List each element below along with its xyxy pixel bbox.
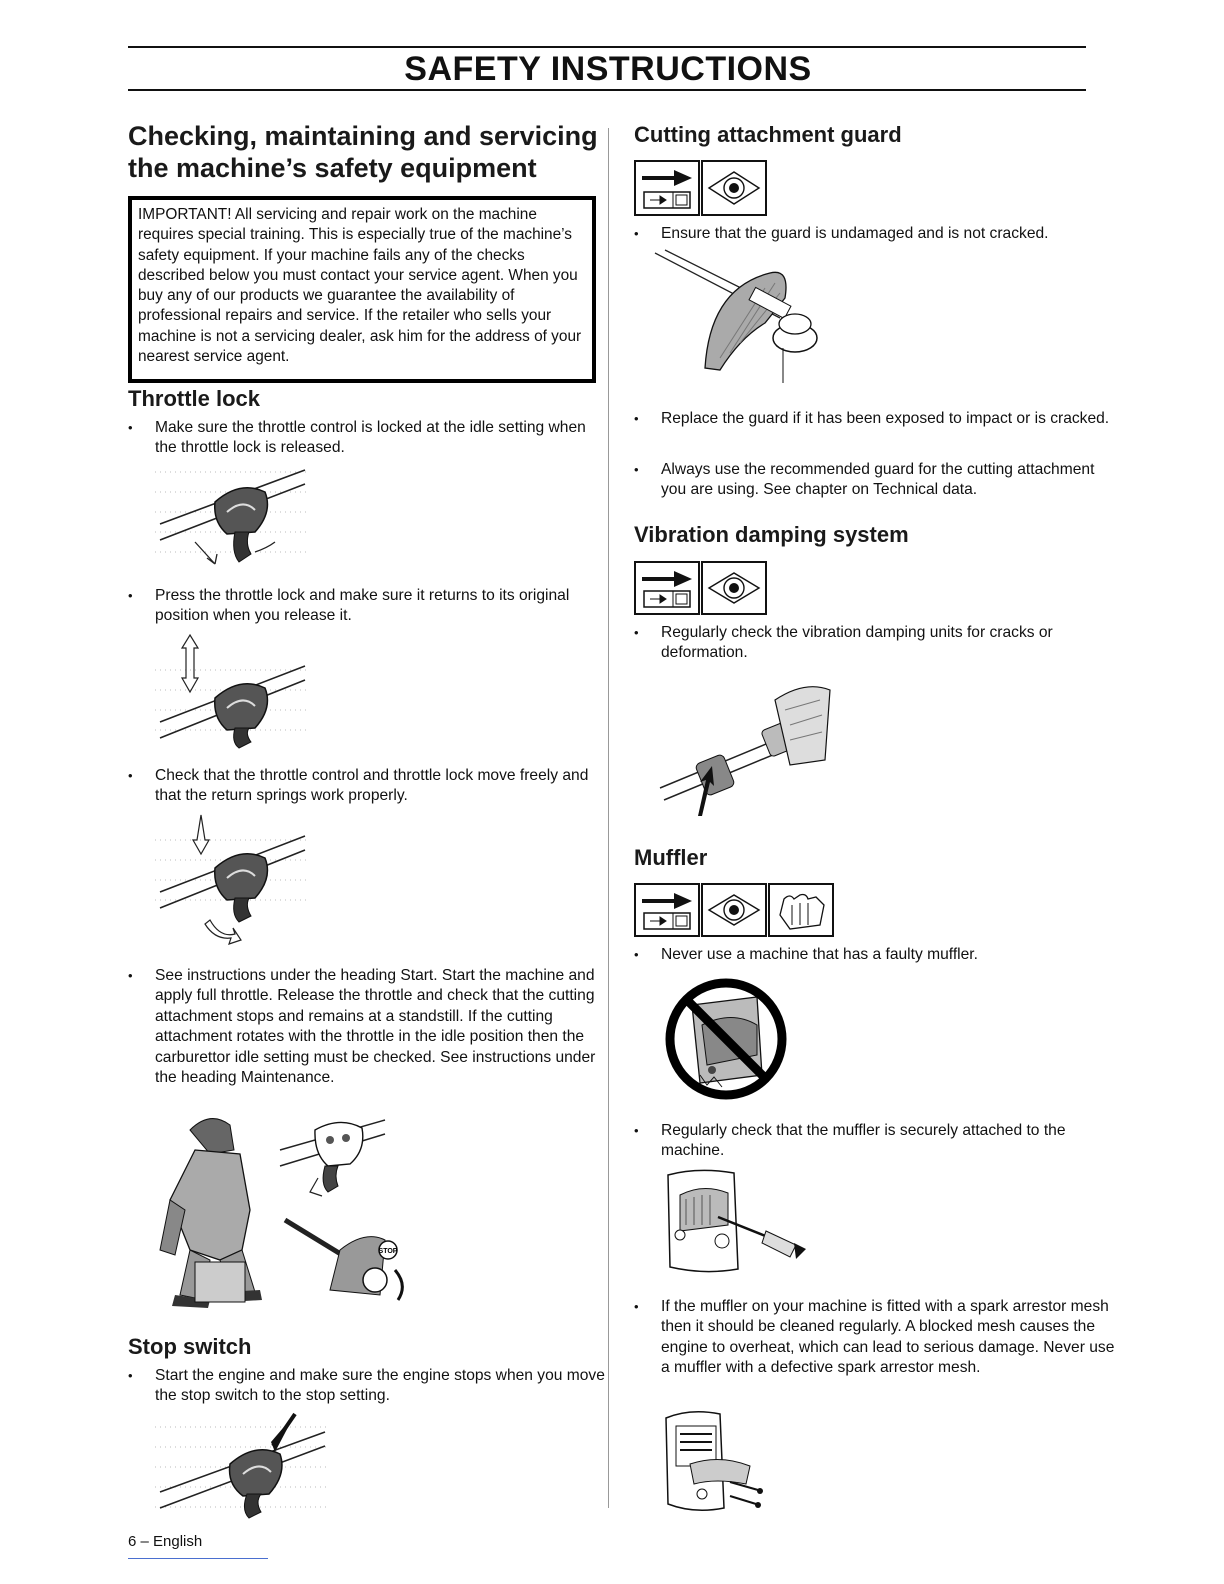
stop-switch-heading: Stop switch (128, 1334, 252, 1359)
stop-symbol-label: STOP (378, 1248, 398, 1255)
important-notice: IMPORTANT! All servicing and repair work on the machine requires special training. This is especially true of the machine’s safety equipment. If your machine fails any of the checks described below you must contact your service agent. When you buy any of our products we guarantee the availability of professional repairs and service. If the retailer who sells your machine is not a servicing dealer, ask him for the address of your nearest service agent. (128, 196, 596, 383)
muffler-bullet-2: • Regularly check that the muffler is securely attached to the machine. (634, 1121, 1121, 1162)
muffler-bullet-3: • If the muffler on your machine is fitted with a spark arrestor mesh then it should be cleaned regularly. A blocked mesh causes the engine to overheat, which can lead to serious damage. Never use a muffler with a defective spark arrestor mesh. (634, 1297, 1121, 1379)
vibration-figure (650, 670, 840, 820)
cutting-guard-bullet-2: • Replace the guard if it has been exposed to impact or is cracked. (634, 409, 1121, 429)
spark-arrestor-figure (660, 1404, 780, 1516)
cutting-guard-figure (650, 248, 840, 388)
inspect-eye-icon (701, 160, 767, 216)
muffler-maintenance-arrow-icon (634, 883, 700, 937)
muffler-screwdriver-figure (658, 1165, 808, 1277)
page-title: SAFETY INSTRUCTIONS (404, 50, 812, 88)
cutting-guard-heading: Cutting attachment guard (634, 122, 902, 147)
muffler-heading: Muffler (634, 845, 708, 870)
column-divider (608, 128, 609, 1508)
cutting-guard-bullet-1: • Ensure that the guard is undamaged and is not cracked. (634, 224, 1121, 244)
vibration-heading: Vibration damping system (634, 522, 909, 547)
maintenance-arrow-icon (634, 160, 700, 216)
throttle-bullet-2: • Press the throttle lock and make sure it returns to its original position when you release it. (128, 586, 605, 627)
gloves-icon (768, 883, 834, 937)
stop-switch-figure (155, 1412, 335, 1522)
footer-underline (128, 1558, 268, 1559)
stop-switch-bullet-1: • Start the engine and make sure the engine stops when you move the stop switch to the stop setting. (128, 1366, 605, 1407)
page-footer: 6 – English (128, 1533, 203, 1550)
cutting-guard-bullet-3: • Always use the recommended guard for the cutting attachment you are using. See chapter on Technical data. (634, 460, 1121, 501)
throttle-lock-figure-3 (155, 810, 315, 948)
throttle-bullet-3: • Check that the throttle control and throttle lock move freely and that the return springs work properly. (128, 766, 615, 807)
muffler-inspect-eye-icon (701, 883, 767, 937)
idle-check-figure (150, 1110, 410, 1310)
header-rule-bottom (128, 89, 1086, 91)
vibration-bullet-1: • Regularly check the vibration damping units for cracks or deformation. (634, 623, 1121, 664)
throttle-lock-figure-2 (155, 630, 315, 750)
main-heading: Checking, maintaining and servicing the machine’s safety equipment (128, 121, 598, 183)
vibration-inspect-eye-icon (701, 561, 767, 615)
header-rule-top (128, 46, 1086, 48)
faulty-muffler-prohibited-figure (662, 975, 792, 1103)
throttle-lock-heading: Throttle lock (128, 386, 261, 411)
muffler-bullet-1: • Never use a machine that has a faulty muffler. (634, 945, 1121, 965)
throttle-bullet-1: • Make sure the throttle control is locked at the idle setting when the throttle lock is released. (128, 418, 605, 459)
throttle-bullet-4: • See instructions under the heading Start. Start the machine and apply full throttle. Release the throttle and check that the cutting attachment stops and remains at a standstill. If the cutting attachment rotates with the throttle in the idle position then the carburettor idle setting must be checked. See instructions under the heading Maintenance. (128, 966, 615, 1088)
vibration-maintenance-arrow-icon (634, 561, 700, 615)
throttle-lock-figure-1 (155, 462, 315, 572)
